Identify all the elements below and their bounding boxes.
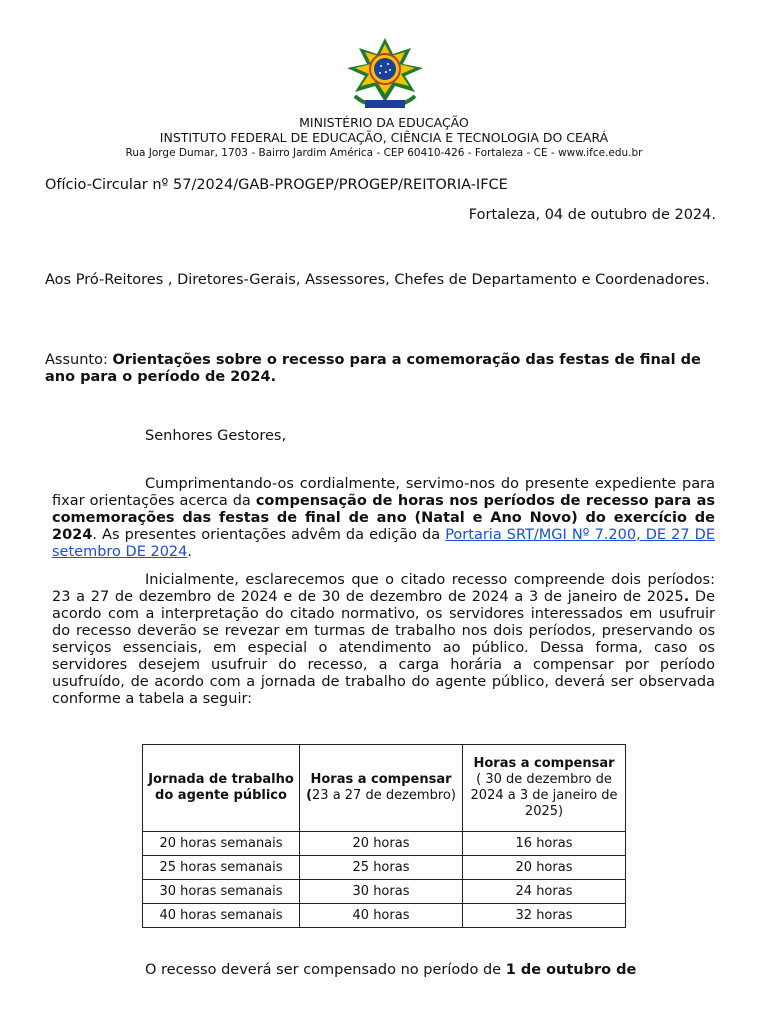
cell-hours-period1: 30 horas xyxy=(300,880,463,904)
table-row xyxy=(143,832,626,856)
header-hours-period1: Horas a compensar (23 a 27 de dezembro) xyxy=(300,745,463,832)
compensation-table xyxy=(142,744,626,928)
header-hours-period2: Horas a compensar ( 30 de dezembro de 2024 a 3 de janeiro de 2025) xyxy=(463,745,626,832)
cell-hours-period1: 20 horas xyxy=(300,832,463,856)
ministry-name: MINISTÉRIO DA EDUCAÇÃO xyxy=(299,115,469,130)
table-row xyxy=(143,856,626,880)
cell-hours-period1: 25 horas xyxy=(300,856,463,880)
paragraph2-part-a: Inicialmente, esclarecemos que o citado recesso compreende dois períodos: 23 a 27 de dezembro de 2024 e de 30 de dezembro de 2024 a 3 de janeiro de 2025 xyxy=(52,572,715,605)
paragraph-compensation-period xyxy=(52,962,715,979)
cell-workload: 30 horas semanais xyxy=(143,880,300,904)
portaria-link[interactable]: Portaria SRT/MGI Nº 7.200, DE 27 DE setembro DE 2024 xyxy=(52,527,715,560)
subject-line xyxy=(45,352,720,386)
cell-workload: 20 horas semanais xyxy=(143,832,300,856)
paragraph1-bold: compensação de horas nos períodos de recesso para as comemorações das festas de final de ano (Natal e Ano Novo) do exercício de 2024 xyxy=(52,493,715,543)
paragraph1-part-c: . As presentes orientações advêm da edição da xyxy=(92,527,446,543)
cell-workload: 40 horas semanais xyxy=(143,904,300,928)
institute-name: INSTITUTO FEDERAL DE EDUCAÇÃO, CIÊNCIA E TECNOLOGIA DO CEARÁ xyxy=(159,130,609,145)
subject-label: Assunto: xyxy=(45,352,113,368)
cell-hours-period2: 32 horas xyxy=(463,904,626,928)
paragraph2-bold-dot: . xyxy=(683,589,690,605)
paragraph2-part-c: De acordo com a interpretação do citado normativo, os servidores interessados em usufruir do recesso deverão se revezar em turmas de trabalho nos dois períodos, preservando os serviços essenciais, em especial o atendimento ao público. Dessa forma, caso os servidores desejem usufruir do recesso, a carga horária a compensar por período usufruído, de acordo com a jornada de trabalho do agente público, deverá ser observada conforme a tabela a seguir: xyxy=(52,589,715,707)
paragraph1-part-a: Cumprimentando-os cordialmente, servimo-nos do presente expediente para fixar orientações acerca da xyxy=(52,476,715,509)
brazil-coat-of-arms-icon xyxy=(343,36,427,112)
cell-hours-period2: 20 horas xyxy=(463,856,626,880)
addressees: Aos Pró-Reitores , Diretores-Gerais, Assessores, Chefes de Departamento e Coordenadores. xyxy=(45,272,710,288)
paragraph-intro xyxy=(52,476,715,561)
table-header-row xyxy=(143,745,626,832)
paragraph-recess-periods xyxy=(52,572,715,708)
cell-workload: 25 horas semanais xyxy=(143,856,300,880)
document-date: Fortaleza, 04 de outubro de 2024. xyxy=(468,207,716,223)
document-reference: Ofício-Circular nº 57/2024/GAB-PROGEP/PROGEP/REITORIA-IFCE xyxy=(45,177,508,193)
paragraph3-bold: 1 de outubro de xyxy=(505,962,637,978)
header-workload: Jornada de trabalho do agente público xyxy=(143,745,300,832)
paragraph3-part-a: O recesso deverá ser compensado no período de xyxy=(145,962,506,978)
subject-text: Orientações sobre o recesso para a comemoração das festas de final de ano para o período de 2024. xyxy=(45,352,701,385)
table-row xyxy=(143,904,626,928)
greeting: Senhores Gestores, xyxy=(145,428,287,444)
cell-hours-period1: 40 horas xyxy=(300,904,463,928)
table-row xyxy=(143,880,626,904)
cell-hours-period2: 24 horas xyxy=(463,880,626,904)
paragraph1-end: . xyxy=(187,544,192,560)
cell-hours-period2: 16 horas xyxy=(463,832,626,856)
institute-address: Rua Jorge Dumar, 1703 - Bairro Jardim América - CEP 60410-426 - Fortaleza - CE - www.ifce.edu.br xyxy=(125,147,643,159)
